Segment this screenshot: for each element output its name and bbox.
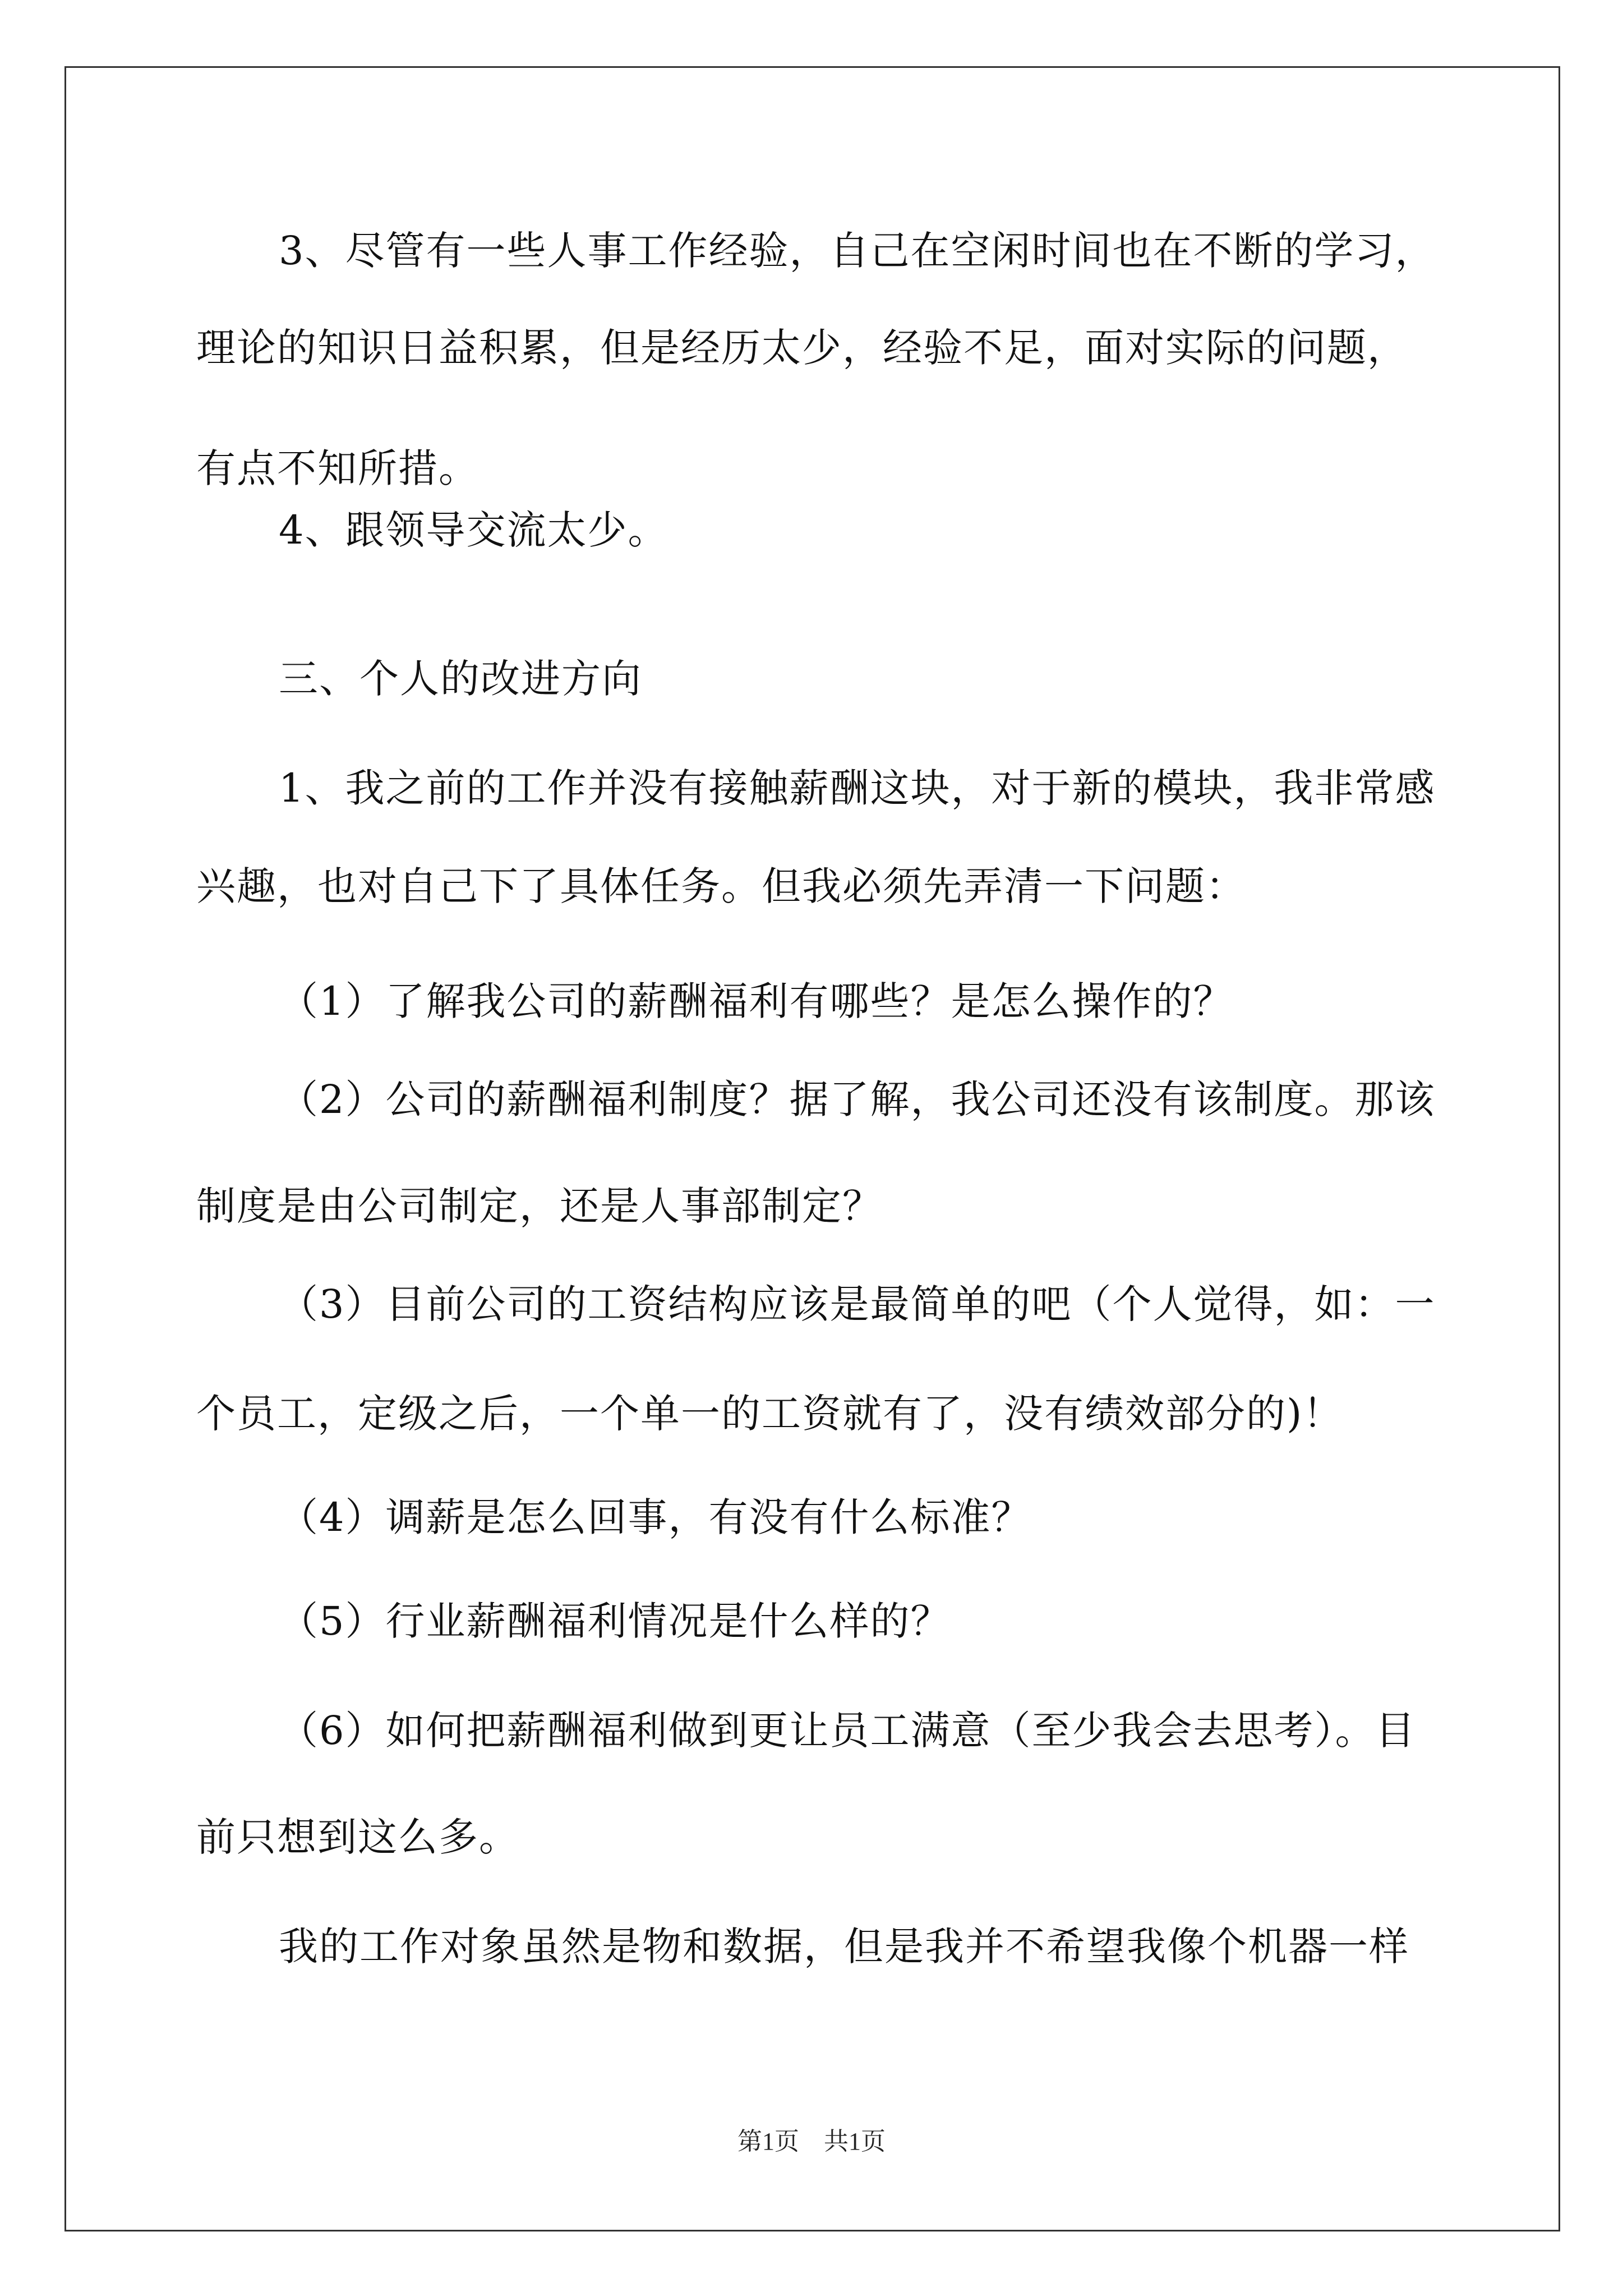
paragraph-line: 兴趣，也对自己下了具体任务。但我必须先弄清一下问题： <box>196 863 1246 909</box>
list-item-line: （2）公司的薪酬福利制度？据了解，我公司还没有该制度。那该 <box>279 1076 1436 1122</box>
section-heading: 三、个人的改进方向 <box>279 656 642 702</box>
paragraph-line: 1、我之前的工作并没有接触薪酬这块，对于新的模块，我非常感 <box>279 765 1436 811</box>
paragraph-line: 我的工作对象虽然是物和数据，但是我并不希望我像个机器一样 <box>279 1924 1409 1970</box>
page-border <box>64 66 1560 2231</box>
paragraph-line: 有点不知所措。 <box>196 445 479 491</box>
list-item-line: （6）如何把薪酬福利做到更让员工满意（至少我会去思考）。目 <box>279 1708 1416 1754</box>
paragraph-line: 个员工，定级之后，一个单一的工资就有了，没有绩效部分的)！ <box>196 1391 1344 1437</box>
paragraph-line: 理论的知识日益积累，但是经历太少，经验不足，面对实际的问题， <box>196 325 1408 371</box>
paragraph-line: 4、跟领导交流太少。 <box>279 507 668 553</box>
page-footer: 第1页 共1页 <box>737 2128 886 2155</box>
list-item-line: （1）了解我公司的薪酬福利有哪些？是怎么操作的？ <box>279 978 1234 1024</box>
paragraph-line: 3、尽管有一些人事工作经验，自己在空闲时间也在不断的学习， <box>279 228 1436 274</box>
list-item-line: （4）调薪是怎么回事，有没有什么标准？ <box>279 1494 1032 1540</box>
paragraph-line: 前只想到这么多。 <box>196 1814 519 1860</box>
list-item-line: （5）行业薪酬福利情况是什么样的？ <box>279 1598 951 1644</box>
paragraph-line: 制度是由公司制定，还是人事部制定？ <box>196 1183 883 1229</box>
list-item-line: （3）目前公司的工资结构应该是最简单的吧（个人觉得，如：一 <box>279 1281 1436 1327</box>
